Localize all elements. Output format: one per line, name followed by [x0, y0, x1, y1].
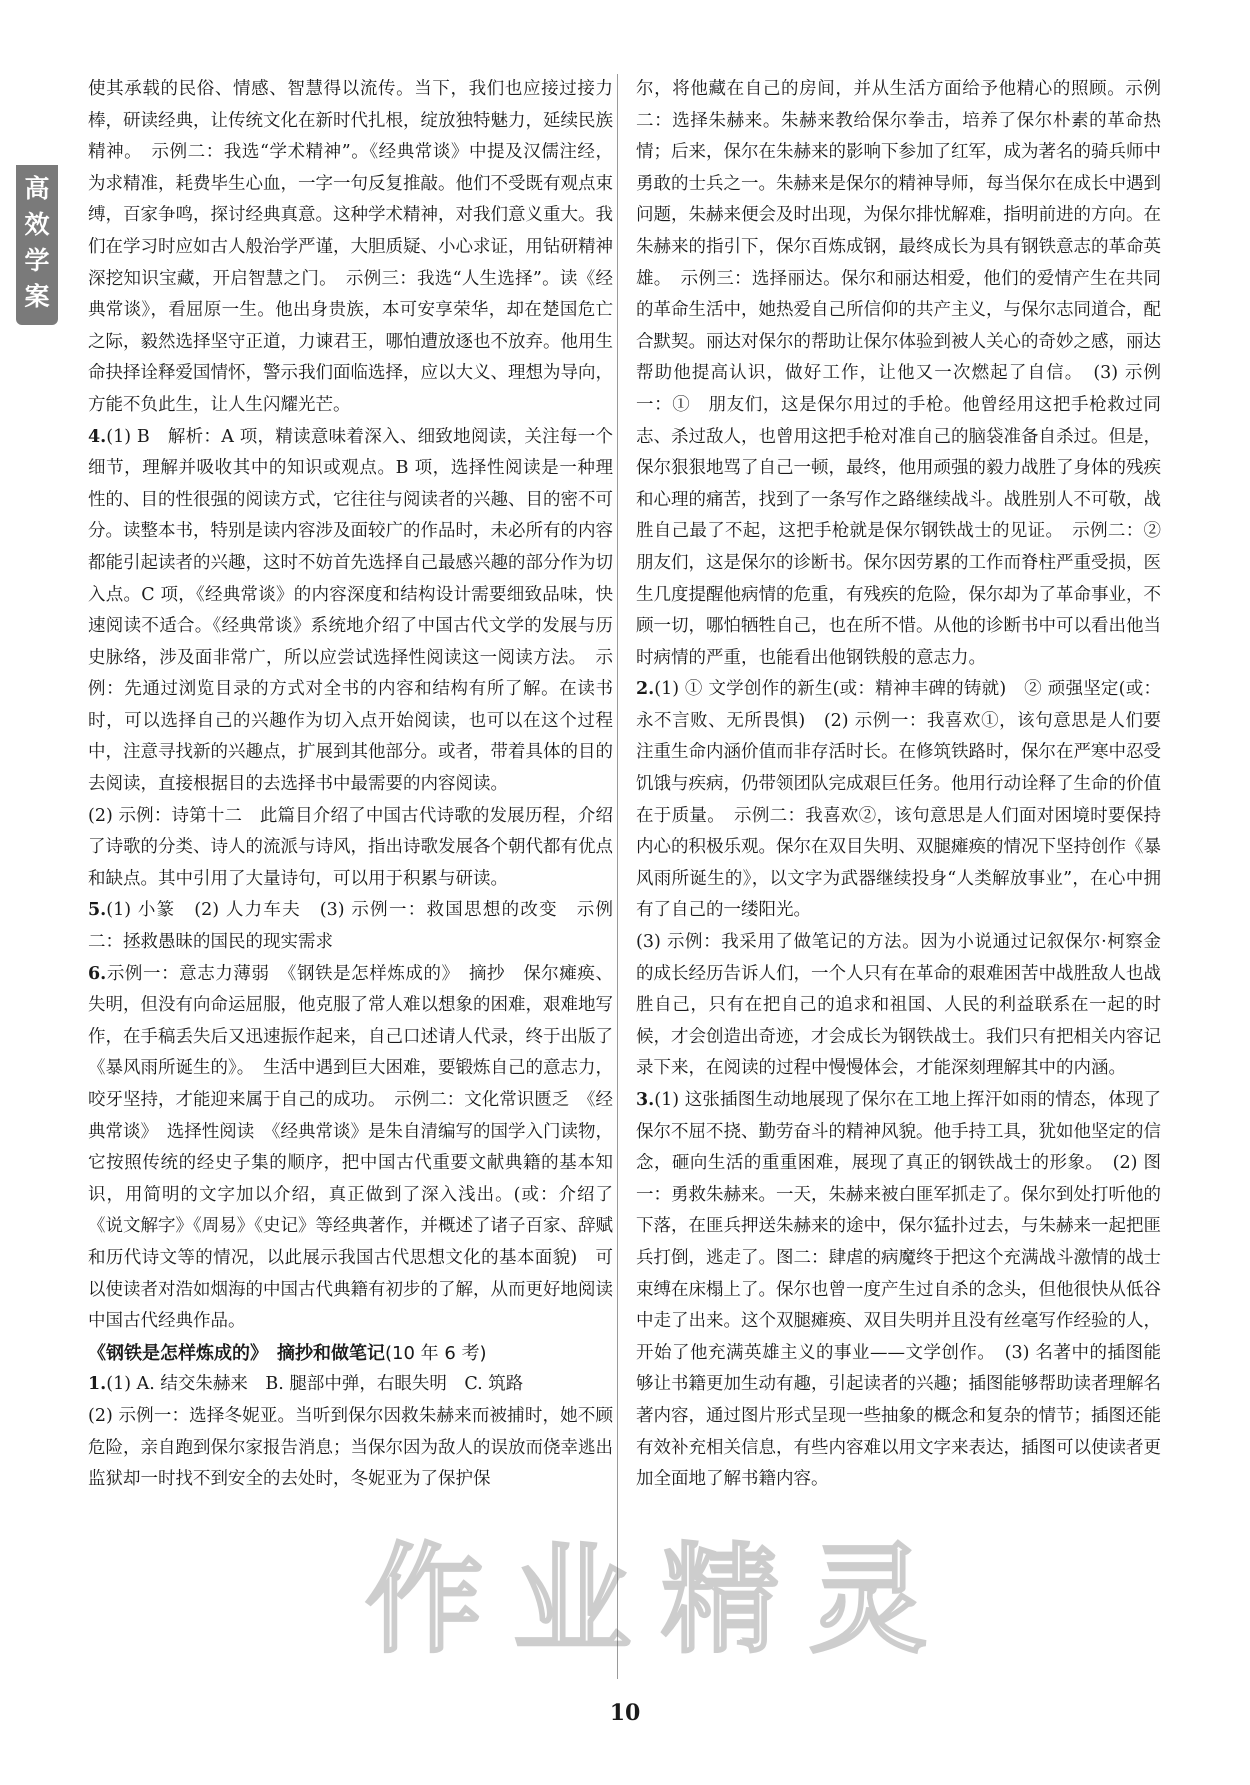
answer-text: (1) 这张插图生动地展现了保尔在工地上挥汗如雨的情态，体现了保尔不屈不挠、勤劳奋斗的精神风貌。他手持工具，犹如他坚定的信念，砸向生活的重重困难，展现了真正的钢铁战士的形象。 (2) 图一：勇救朱赫来。一天，朱赫来被白匪军抓走了。保尔到处打听他的下落，在匪兵押送朱赫来的途中，保尔猛扑过去，与朱赫来一起把匪兵打倒，逃走了。图二：肆虐的病魔终于把这个充满战斗激情的战士束缚在床榻上了。保尔也曾一度产生过自杀的念头，但他很快从低谷中走了出来。这个双腿瘫痪、双目失明并且没有丝毫写作经验的人，开始了他充满英雄主义的事业——文学创作。 (3) 名著中的插图能够让书籍更加生动有趣，引起读者的兴趣；插图能够帮助读者理解名著内容，通过图片形式呈现一些抽象的概念和复杂的情节；插图还能有效补充相关信息，有些内容难以用文字来表达，插图可以使读者更加全面地了解书籍内容。 [636, 1090, 1161, 1490]
side-tab-label [16, 165, 58, 325]
side-tab-char: 高 [24, 174, 50, 203]
answer-text: (1) ① 文学创作的新生(或：精神丰碑的铸就) ② 顽强坚定(或：永不言败、无所畏惧) (2) 示例一：我喜欢①，该句意思是人们要注重生命内涵价值而非存活时长。在修筑铁路时，保尔在严寒中忍受饥饿与疾病，仍带领团队完成艰巨任务。他用行动诠释了生命的价值在于质量。 示例二：我喜欢②，该句意思是人们面对困境时要保持内心的积极乐观。保尔在双目失明、双腿瘫痪的情况下坚持创作《暴风雨所诞生的》，以文字为武器继续投身“人类解放事业”，在心中拥有了自己的一缕阳光。 [636, 679, 1161, 921]
column-divider [617, 74, 618, 1679]
question-number: 1. [88, 1374, 107, 1395]
paragraph: 使其承载的民俗、情感、智慧得以流传。当下，我们也应接过接力棒，研读经典，让传统文化在新时代扎根，绽放独特魅力，延续民族精神。 示例二：我选“学术精神”。《经典常谈》中提及汉儒注经，为求精准，耗费毕生心血，一字一句反复推敲。他们不受既有观点束缚，百家争鸣，探讨经典真意。这种学术精神，对我们意义重大。我们在学习时应如古人般治学严谨，大胆质疑、小心求证，用钻研精神深挖知识宝藏，开启智慧之门。 示例三：我选“人生选择”。读《经典常谈》，看屈原一生。他出身贵族，本可安享荣华，却在楚国危亡之际，毅然选择坚守正道，力谏君王，哪怕遭放逐也不放弃。他用生命抉择诠释爱国情怀，警示我们面临选择，应以大义、理想为导向，方能不负此生，让人生闪耀光芒。 [88, 79, 613, 415]
answer-text: (1) A. 结交朱赫来 B. 腿部中弹，右眼失明 C. 筑路 [106, 1374, 524, 1395]
answer-text: (1) B 解析：A 项，精读意味着深入、细致地阅读，关注每一个细节，理解并吸收其中的知识或观点。B 项，选择性阅读是一种理性的、目的性很强的阅读方式，它往往与阅读者的兴趣、目的密不可分。读整本书，特别是读内容涉及面较广的作品时，未必所有的内容都能引起读者的兴趣，这时不妨首先选择自己最感兴趣的部分作为切入点。C 项，《经典常谈》的内容深度和结构设计需要细致品味，快速阅读不适合。《经典常谈》系统地介绍了中国古代文学的发展与历史脉络，涉及面非常广，所以应尝试选择性阅读这一阅读方法。 示例：先通过浏览目录的方式对全书的内容和结构有所了解。在读书时，可以选择自己的兴趣作为切入点开始阅读，也可以在这个过程中，注意寻找新的兴趣点，扩展到其他部分。或者，带着具体的目的去阅读，直接根据目的去选择书中最需要的内容阅读。 [88, 426, 613, 795]
side-tab-char: 学 [24, 246, 50, 275]
paragraph: (3) 示例：我采用了做笔记的方法。因为小说通过记叙保尔·柯察金的成长经历告诉人们，一个人只有在革命的艰难困苦中战胜敌人也战胜自己，只有在把自己的追求和祖国、人民的利益联系在一起的时候，才会创造出奇迹，才会成长为钢铁战士。我们只有把相关内容记录下来，在阅读的过程中慢慢体会，才能深刻理解其中的内涵。 [636, 932, 1161, 1079]
paragraph: (2) 示例一：选择冬妮亚。当听到保尔因救朱赫来而被捕时，她不顾危险，亲自跑到保尔家报告消息；当保尔因为敌人的误放而侥幸逃出监狱却一时找不到安全的去处时，冬妮亚为了保护保 [88, 1405, 613, 1490]
watermark: 作业精灵 [365, 1531, 958, 1669]
question-2 [636, 674, 1161, 927]
question-number: 2. [636, 679, 655, 700]
paragraph: (2) 示例：诗第十二 此篇目介绍了中国古代诗歌的发展历程，介绍了诗歌的分类、诗人的流派与诗风，指出诗歌发展各个朝代都有优点和缺点。其中引用了大量诗句，可以用于积累与研读。 [88, 805, 613, 889]
answer-text: (1) 小篆 (2) 人力车夫 (3) 示例一：救国思想的改变 示例二：拯救愚昧的国民的现实需求 [88, 900, 613, 953]
section-title: 《钢铁是怎样炼成的》 摘抄和做笔记 [88, 1342, 385, 1364]
section-heading [88, 1338, 613, 1370]
question-number: 5. [88, 900, 107, 921]
question-number: 3. [636, 1090, 655, 1110]
page-number: 10 [609, 1700, 641, 1726]
side-tab-char: 案 [24, 282, 50, 311]
question-number: 4. [88, 426, 107, 447]
question-5 [88, 895, 613, 958]
paragraph: 尔，将他藏在自己的房间，并从生活方面给予他精心的照顾。示例二：选择朱赫来。朱赫来教给保尔拳击，培养了保尔朴素的革命热情；后来，保尔在朱赫来的影响下参加了红军，成为著名的骑兵师中勇敢的士兵之一。朱赫来是保尔的精神导师，每当保尔在成长中遇到问题，朱赫来便会及时出现，为保尔排忧解难，指明前进的方向。在朱赫来的指引下，保尔百炼成钢，最终成长为具有钢铁意志的革命英雄。 示例三：选择丽达。保尔和丽达相爱，他们的爱情产生在共同的革命生活中，她热爱自己所信仰的共产主义，与保尔志同道合，配合默契。丽达对保尔的帮助让保尔体验到被人关心的奇妙之感，丽达帮助他提高认识，做好工作，让他又一次燃起了自信。 (3) 示例一：① 朋友们，这是保尔用过的手枪。他曾经用这把手枪救过同志、杀过敌人，也曾用这把手枪对准自己的脑袋准备自杀过。但是，保尔狠狠地骂了自己一顿，最终，他用顽强的毅力战胜了身体的残疾和心理的痛苦，找到了一条写作之路继续战斗。战胜别人不可敬，战胜自己最了不起，这把手枪就是保尔钢铁战士的见证。 示例二：② 朋友们，这是保尔的诊断书。保尔因劳累的工作而脊柱严重受损，医生几度提醒他病情的危重，有残疾的危险，保尔却为了革命事业，不顾一切，哪怕牺牲自己，也在所不惜。从他的诊断书中可以看出他当时病情的严重，也能看出他钢铁般的意志力。 [636, 79, 1179, 668]
side-tab-char: 效 [24, 210, 50, 239]
question-4 [88, 422, 613, 801]
right-column [636, 74, 1179, 1496]
left-column [88, 74, 613, 1496]
section-subtitle: (10 年 6 考) [385, 1342, 487, 1364]
question-6 [88, 959, 613, 1338]
question-1 [88, 1369, 613, 1401]
answer-text: 示例一：意志力薄弱 《钢铁是怎样炼成的》 摘抄 保尔瘫痪、失明，但没有向命运屈服，他克服了常人难以想象的困难，艰难地写作，在手稿丢失后又迅速振作起来，自己口述请人代录，终于出版了《暴风雨所诞生的》。 生活中遇到巨大困难，要锻炼自己的意志力，咬牙坚持，才能迎来属于自己的成功。 示例二：文化常识匮乏 《经典常谈》 选择性阅读 《经典常谈》是朱自清编写的国学入门读物，它按照传统的经史子集的顺序，把中国古代重要文献典籍的基本知识，用简明的文字加以介绍，真正做到了深入浅出。(或：介绍了《说文解字》《周易》《史记》等经典著作，并概述了诸子百家、辞赋和历代诗文等的情况，以此展示我国古代思想文化的基本面貌) 可以使读者对浩如烟海的中国古代典籍有初步的了解，从而更好地阅读中国古代经典作品。 [88, 963, 613, 1332]
question-number: 6. [88, 963, 107, 984]
question-3 [636, 1085, 1161, 1496]
